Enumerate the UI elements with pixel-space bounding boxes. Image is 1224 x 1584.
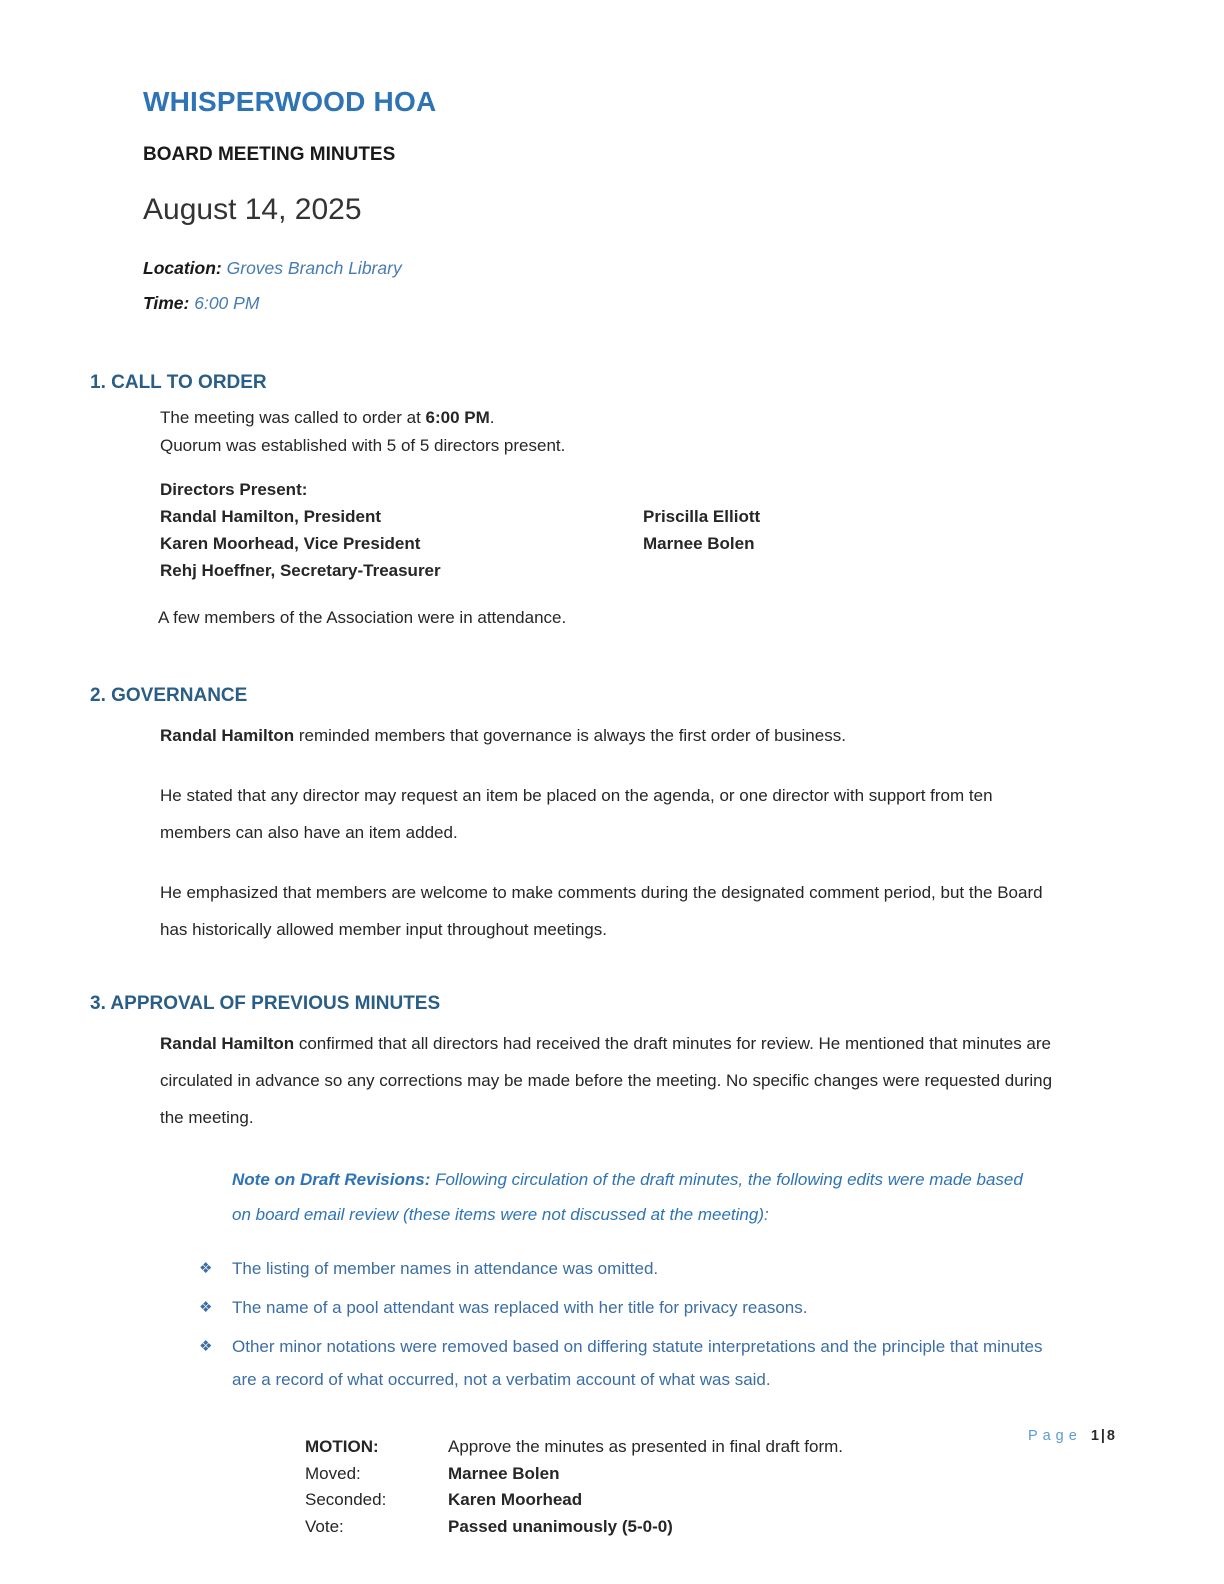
- meeting-meta: [143, 251, 1066, 321]
- quorum-line: Quorum was established with 5 of 5 directors present.: [160, 436, 566, 455]
- call-to-order-lines: [160, 404, 1060, 460]
- director-name: Randal Hamilton, President: [160, 507, 382, 526]
- page-footer: [1028, 1427, 1117, 1445]
- note-on-draft-revisions: [232, 1162, 1037, 1232]
- director-name: Rehj Hoeffner, Secretary-Treasurer: [160, 561, 441, 580]
- vote-row: [305, 1514, 1066, 1541]
- document-type-subtitle: BOARD MEETING MINUTES: [143, 144, 396, 165]
- section-call-to-order: [90, 371, 1066, 632]
- document-header: [143, 85, 1066, 321]
- vote-value: Passed unanimously (5-0-0): [448, 1516, 673, 1536]
- seconded-row: [305, 1487, 1066, 1514]
- list-item: [90, 1330, 1066, 1396]
- call-to-order-body: [160, 404, 1066, 584]
- seconded-label: Seconded:: [305, 1490, 387, 1509]
- meeting-time-line: [143, 286, 1066, 321]
- director-name: Priscilla Elliott: [643, 507, 761, 526]
- seconded-value: Karen Moorhead: [448, 1490, 583, 1509]
- location-value: Groves Branch Library: [226, 258, 402, 278]
- time-value: 6:00 PM: [194, 293, 260, 313]
- director-name: Karen Moorhead, Vice President: [160, 534, 421, 553]
- moved-value: Marnee Bolen: [448, 1463, 560, 1483]
- note-label: Note on Draft Revisions:: [232, 1170, 431, 1189]
- called-to-order-text: The meeting was called to order at: [160, 408, 426, 427]
- section-heading-governance: 2. GOVERNANCE: [90, 685, 248, 706]
- diamond-bullet-icon: ❖: [199, 1337, 213, 1355]
- directors-present-label: Directors Present:: [160, 480, 308, 499]
- meeting-location-line: [143, 251, 1066, 286]
- motion-row: [305, 1434, 1066, 1461]
- governance-paragraph-1-text: reminded members that governance is always the first order of business.: [294, 726, 846, 745]
- moved-row: [305, 1461, 1066, 1488]
- time-label: Time:: [143, 293, 190, 313]
- diamond-bullet-icon: ❖: [199, 1259, 213, 1277]
- directors-column-left: [160, 503, 643, 584]
- revision-bullet-list: [90, 1252, 1066, 1396]
- diamond-bullet-icon: ❖: [199, 1298, 213, 1316]
- called-to-order-time: 6:00 PM: [425, 408, 490, 427]
- called-to-order-period: .: [489, 408, 495, 427]
- page-number: 1|8: [1090, 1428, 1117, 1444]
- vote-label: Vote:: [305, 1516, 344, 1536]
- speaker-name: Randal Hamilton: [160, 1034, 295, 1053]
- called-to-order-line: [160, 404, 1060, 432]
- section-heading-approval: 3. APPROVAL OF PREVIOUS MINUTES: [90, 993, 441, 1014]
- section-approval-of-minutes: [90, 992, 1066, 1540]
- governance-body: [160, 717, 1066, 948]
- moved-label: Moved:: [305, 1463, 361, 1483]
- bullet-text: The name of a pool attendant was replaced with her title for privacy reasons.: [232, 1298, 808, 1317]
- approval-paragraph-1-text: confirmed that all directors had received the draft minutes for review. He mentioned that minutes are circulated in advance so any corrections may be made before the meeting. No specific changes were requested during the meeting.: [160, 1034, 1053, 1127]
- location-label: Location:: [143, 258, 222, 278]
- speaker-name: Randal Hamilton: [160, 726, 295, 745]
- governance-paragraph-1: [160, 717, 1065, 754]
- section-governance: [90, 684, 1066, 948]
- meeting-date: August 14, 2025: [143, 193, 362, 226]
- attendance-note: A few members of the Association were in attendance.: [158, 608, 567, 627]
- director-name: Marnee Bolen: [643, 534, 755, 553]
- list-item: [90, 1291, 1066, 1324]
- org-title: WHISPERWOOD HOA: [143, 86, 437, 117]
- directors-column-right: [643, 503, 760, 584]
- directors-list: [160, 503, 1066, 584]
- page-word: Page: [1027, 1428, 1082, 1444]
- bullet-text: Other minor notations were removed based on differing statute interpretations and the principle that minutes are a record of what occurred, not a verbatim account of what was said.: [232, 1337, 1043, 1389]
- motion-label: MOTION:: [305, 1437, 379, 1456]
- note-text: Following circulation of the draft minutes, the following edits were made based on board email review (these items were not discussed at the meeting):: [232, 1170, 1023, 1224]
- governance-paragraph-2: He stated that any director may request an item be placed on the agenda, or one director with support from ten members can also have an item added.: [160, 786, 993, 842]
- approval-body: [160, 1025, 1066, 1136]
- governance-paragraph-3: He emphasized that members are welcome to make comments during the designated comment period, but the Board has historically allowed member input throughout meetings.: [160, 883, 1043, 939]
- bullet-text: The listing of member names in attendance was omitted.: [232, 1259, 659, 1278]
- motion-block: [305, 1434, 1066, 1540]
- approval-paragraph-1: [160, 1025, 1065, 1136]
- motion-value: Approve the minutes as presented in final draft form.: [448, 1437, 843, 1456]
- section-heading-call-to-order: 1. CALL TO ORDER: [90, 372, 267, 393]
- list-item: [90, 1252, 1066, 1285]
